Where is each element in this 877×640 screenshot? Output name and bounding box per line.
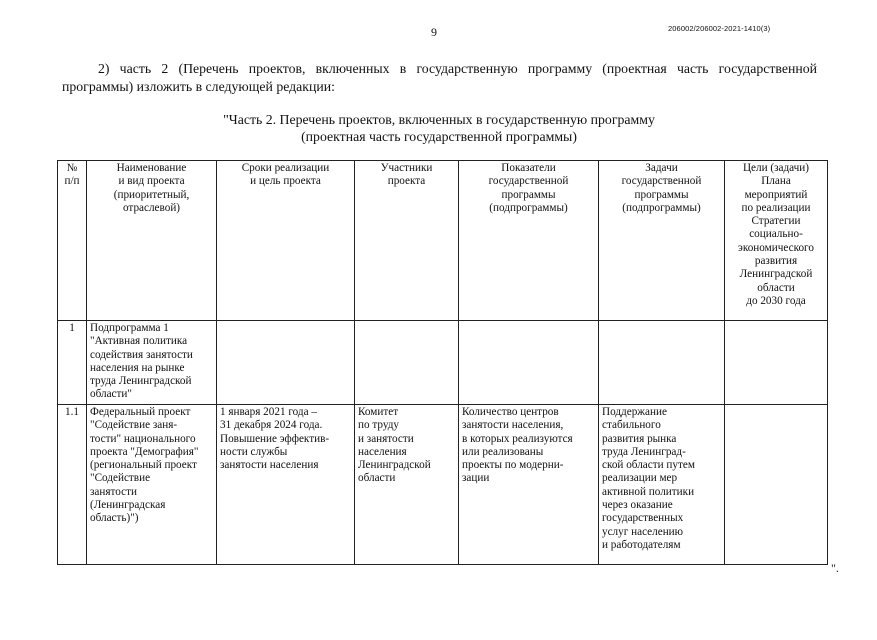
table-row [58, 405, 828, 565]
cell-name: Подпрограмма 1 "Активная политика содействия занятости населения на рынке труда Ленинградской области" [87, 321, 217, 405]
section-heading-line-2: (проектная часть государственной программы) [301, 129, 577, 144]
column-header-participants: Участники проекта [355, 161, 459, 321]
intro-paragraph: 2) часть 2 (Перечень проектов, включенных в государственную программу (проектная часть государственной программы) изложить в следующей редакции: [62, 61, 817, 94]
projects-table [57, 160, 828, 565]
cell-goals [725, 405, 828, 565]
column-header-name: Наименование и вид проекта (приоритетный, отраслевой) [87, 161, 217, 321]
cell-participants [355, 321, 459, 405]
section-heading-line-1: "Часть 2. Перечень проектов, включенных в государственную программу [223, 112, 655, 127]
column-header-terms: Сроки реализации и цель проекта [217, 161, 355, 321]
cell-terms: 1 января 2021 года – 31 декабря 2024 года. Повышение эффектив- ности службы занятости населения [217, 405, 355, 565]
cell-indicators [459, 321, 599, 405]
cell-tasks [599, 321, 725, 405]
column-header-indicators: Показатели государственной программы (подпрограммы) [459, 161, 599, 321]
cell-tasks: Поддержание стабильного развития рынка труда Ленинград- ской области путем реализации мер активной политики через оказание государственных услуг населению и работодателям [599, 405, 725, 565]
document-code: 206002/206002-2021-1410(3) [668, 24, 771, 33]
closing-quote-mark: ". [831, 561, 839, 575]
cell-participants: Комитет по труду и занятости населения Ленинградской области [355, 405, 459, 565]
cell-indicators: Количество центров занятости населения, в которых реализуются или реализованы проекты по модерни- зации [459, 405, 599, 565]
section-heading [60, 111, 818, 145]
cell-name: Федеральный проект "Содействие заня- тости" национального проекта "Демография" (региональный проект "Содействие занятости (Ленинградская область)") [87, 405, 217, 565]
column-header-tasks: Задачи государственной программы (подпрограммы) [599, 161, 725, 321]
cell-number: 1.1 [58, 405, 87, 565]
column-header-number: № п/п [58, 161, 87, 321]
column-header-goals: Цели (задачи) Плана мероприятий по реализации Стратегии социально- экономического развития Ленинградской области до 2030 года [725, 161, 828, 321]
cell-terms [217, 321, 355, 405]
page-number: 9 [431, 25, 437, 39]
cell-number: 1 [58, 321, 87, 405]
table-header-row [58, 161, 828, 321]
table-row [58, 321, 828, 405]
cell-goals [725, 321, 828, 405]
